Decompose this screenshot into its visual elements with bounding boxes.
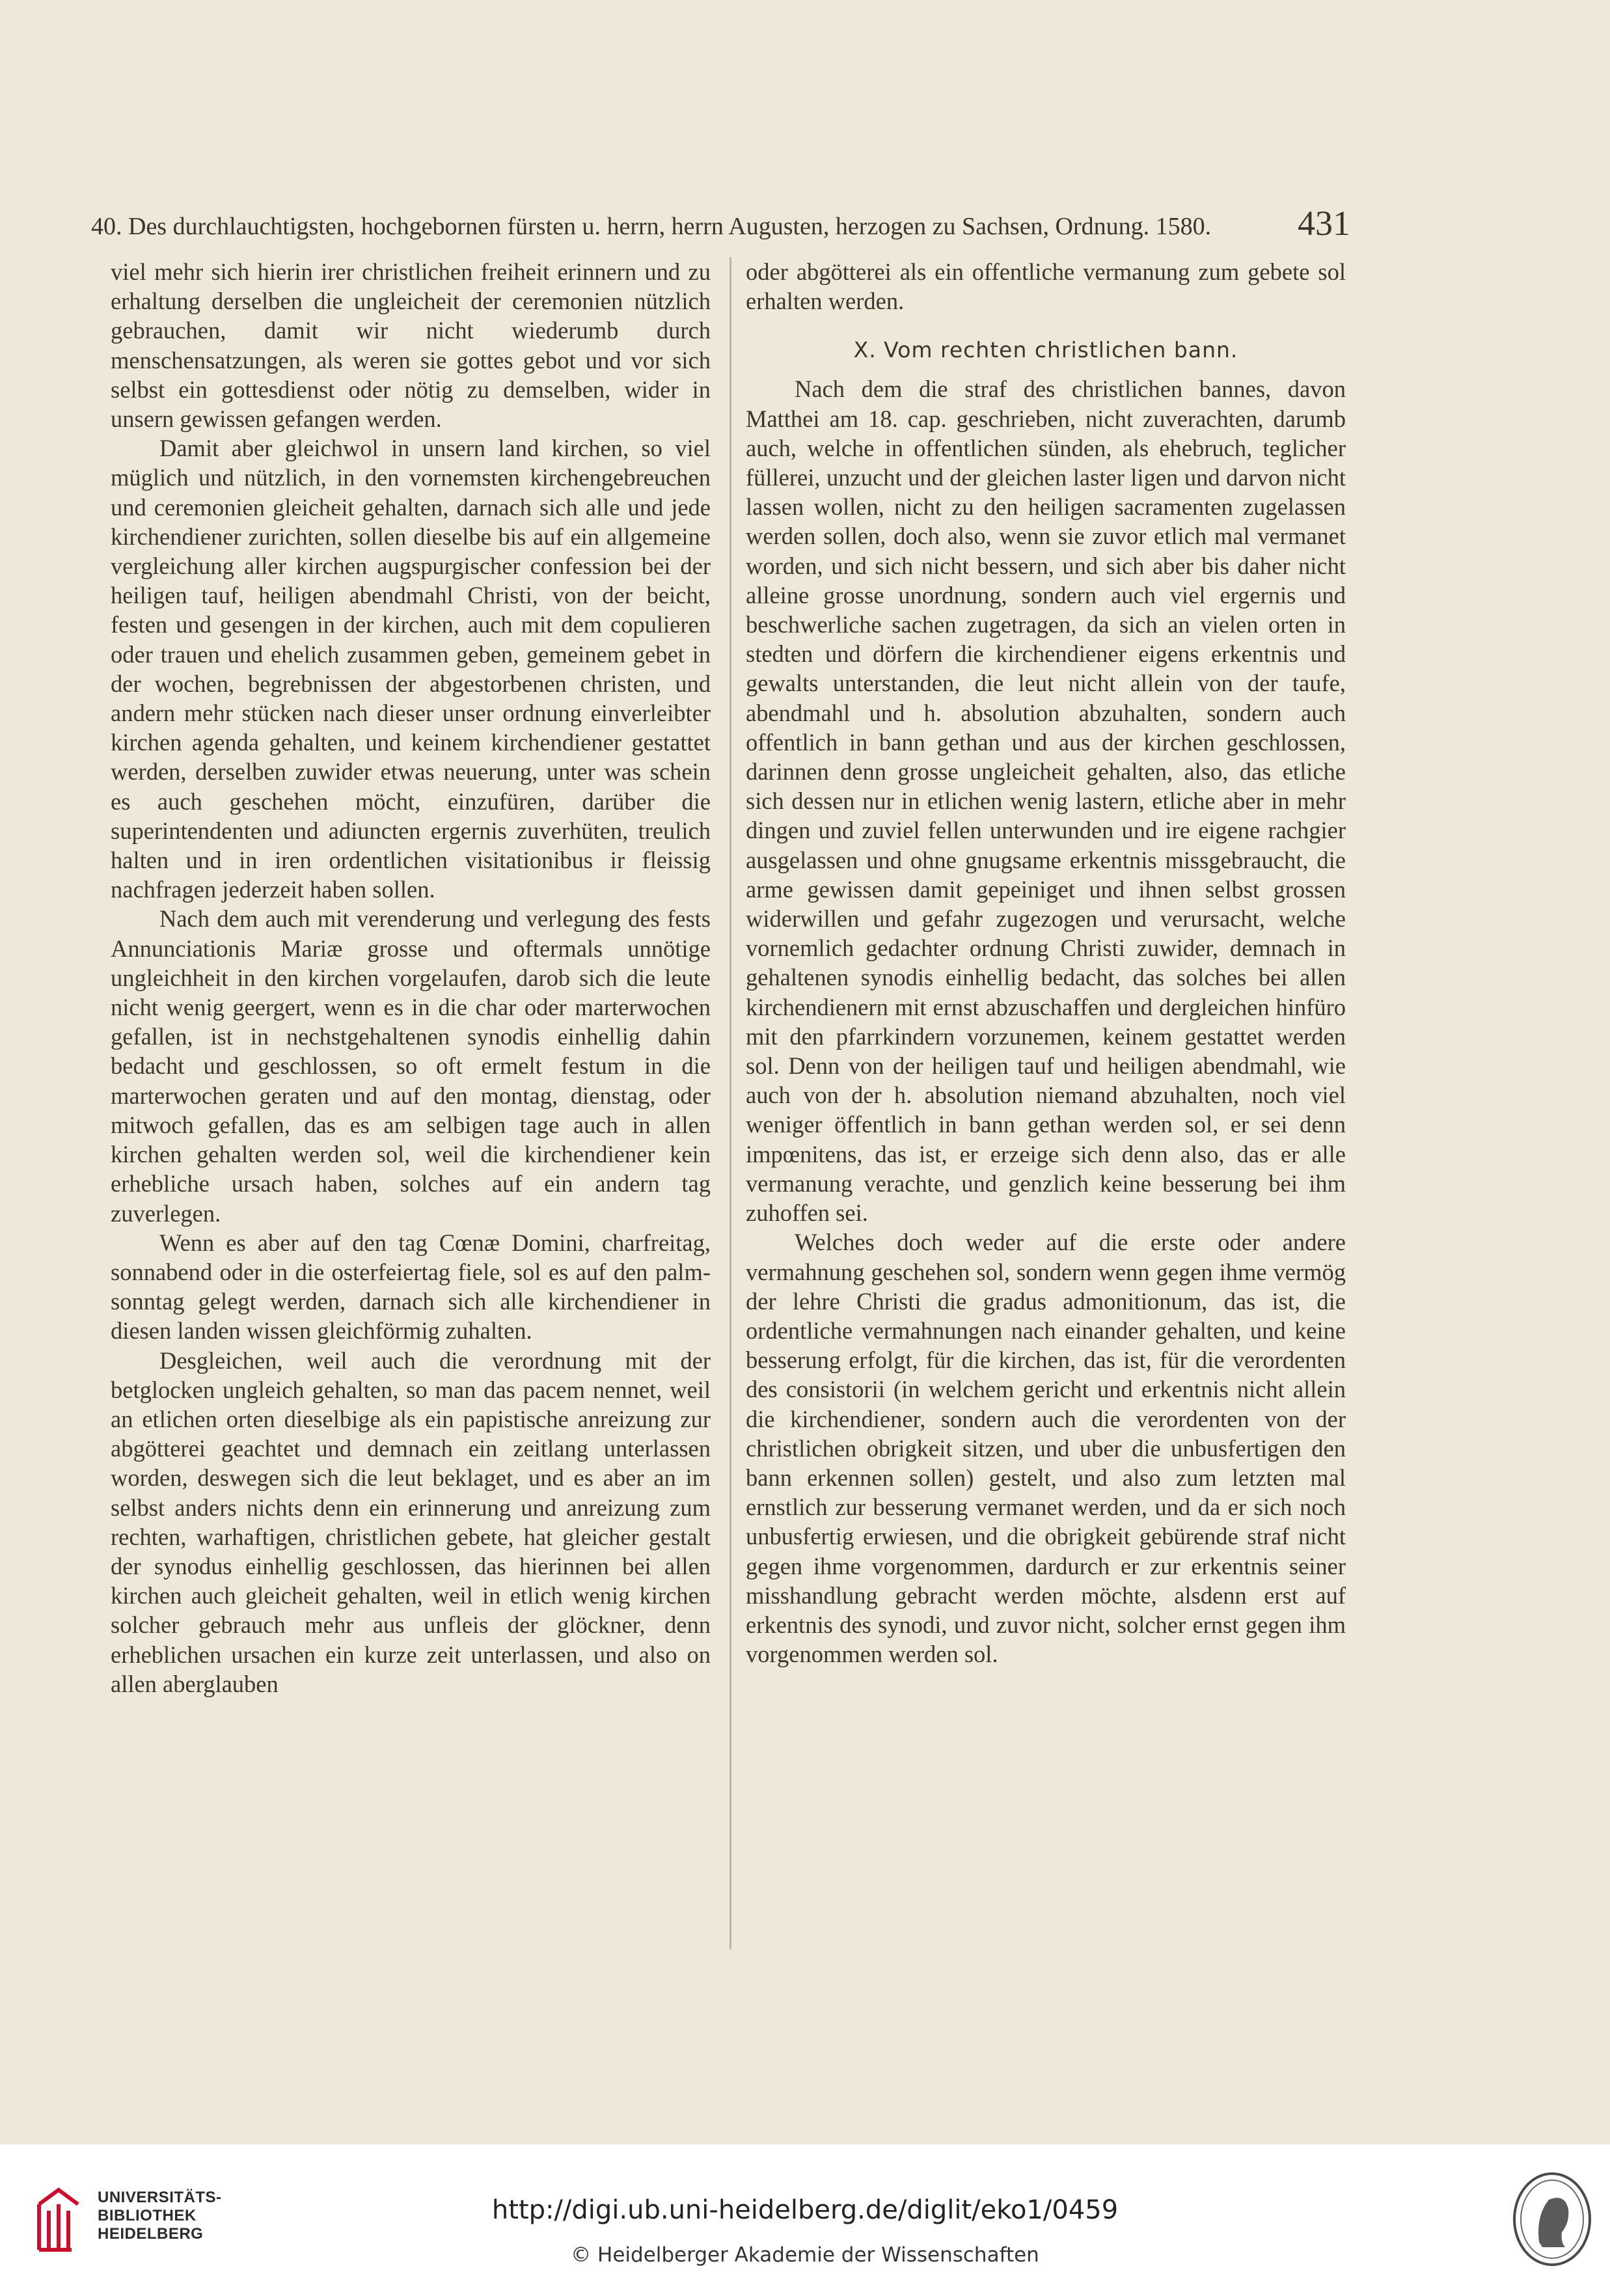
- library-line: UNIVERSITÄTS-: [98, 2189, 222, 2206]
- library-line: HEIDELBERG: [98, 2225, 204, 2243]
- viewer-footer: [0, 2144, 1610, 2296]
- column-divider: [730, 257, 731, 1949]
- running-header: [91, 189, 1350, 241]
- paragraph: Desgleichen, weil auch die verordnung mit der betglocken ungleich gehalten, so man das pacem nennet, weil an etlichen orten dieselbige als ein papistische anreizung zur abgötterei geachtet und demnach ein zeitlang unterlassen worden, deswegen sich die leut beklaget, und es aber an im selbst anders nichts denn ein erinnerung und anreizung zum rechten, warhaftigen, christlichen gebete, hat gleicher gestalt der synodus einhellig geschlossen, das hierinnen bei allen kirchen auch gleicheit gehalten, weil in etlich wenig kirchen solcher gebrauch mehr aus unfleis der glöckner, denn erheblichen ursachen ein kurze zeit unterlassen, und also on allen aberglauben: [111, 1346, 711, 1697]
- paragraph: oder abgötterei als ein offentliche vermanung zum gebete sol erhalten werden.: [746, 258, 1346, 315]
- running-title: 40. Des durchlauchtigsten, hochgebornen fürsten u. herrn, herrn Augusten, herzogen zu Sachsen, Ordnung. 1580.: [91, 213, 1212, 240]
- left-column: [111, 257, 711, 1699]
- paragraph: Damit aber gleichwol in unsern land kirchen, so viel müglich und nützlich, in den vornemsten kirchengebreuchen und ceremonien gleicheit gehalten, darnach sich alle und jede kirchendiener zurichten, sollen dieselbe bis auf ein allgemeine vergleichung aller kirchen augspurgischer confession bei der heiligen tauf, heiligen abendmahl Christi, von der beicht, festen und gesengen in der kirchen, auch mit dem copulieren oder trauen und ehelich zusammen geben, gemeinem gebet in der wochen, begrebnissen der abgestorbenen christen, und andern mehr stücken nach dieser unser ordnung einverleibter kirchen agenda gehalten, und keinem kirchendiener gestattet werden, derselben zuwider etwas neuerung, unter was schein es auch geschehen möcht, einzufüren, darüber die superintendenten und adiuncten ergernis zuverhüten, treulich halten und in iren ordentlichen visitationibus ir fleissig nachfragen jederzeit haben sollen.: [111, 435, 711, 903]
- section-heading: X. Vom rechten christlichen bann.: [853, 337, 1238, 363]
- permalink-url[interactable]: http://digi.ub.uni-heidelberg.de/diglit/eko1/0459: [491, 2195, 1119, 2225]
- paragraph: Nach dem auch mit verenderung und verlegung des fests Annunciationis Mariæ grosse und oftermals unnötige ungleichheit in den kirchen vorgelaufen, darob sich die leute nicht wenig geergert, wenn es in die char oder marterwochen gefallen, ist in nechstgehaltenen synodis einhellig dahin bedacht und geschlossen, so oft ermelt festum in die marterwochen geraten und auf den montag, dienstag, oder mitwoch gefallen, das es am selbigen tage auch in allen kirchen gehalten werden sol, weil die kirchendiener kein erhebliche ursach haben, solches auf ein andern tag zuverlegen.: [111, 905, 711, 1227]
- right-column: [746, 257, 1346, 1669]
- paragraph: viel mehr sich hierin irer christlichen freiheit erinnern und zu erhaltung derselben die ungleicheit der ceremonien nützlich gebrauchen, damit wir nicht wiederumb durch menschensatzungen, als weren sie gottes gebot und vor sich selbst ein gottesdienst oder nötig zu demselben, wider in unsern gewissen gefangen werden.: [111, 258, 711, 433]
- academy-seal-icon: [1510, 2170, 1594, 2268]
- page-number: 431: [1298, 204, 1350, 243]
- library-line: BIBLIOTHEK: [98, 2207, 197, 2224]
- paragraph: Welches doch weder auf die erste oder andere vermahnung geschehen sol, sondern wenn gegen ihme vermög der lehre Christi die gradus admonitionum, das ist, die ordentliche vermahnungen nach einander gehalten, und keine besserung erfolgt, für die kirchen, das ist, für die verordenten des consistorii (in welchem gericht und erkentnis nicht allein die kirchendiener, sondern auch die verordenten von der christlichen obrigkeit sitzen, und uber die unbusfertigen den bann erkennen sollen) gestelt, und also zum letzten mal ernstlich zur besserung vermanet werden, und da er sich noch unbusfertig erwiesen, und die obrigkeit gebürende straf nicht gegen ihme vorgenommen, dardurch er zur erkentnis seiner misshandlung gebracht werden möchte, alsdenn erst auf erkentnis des synodi, und zuvor nicht, solcher ernst gegen ihm vorgenommen werden sol.: [746, 1229, 1346, 1668]
- paragraph: Wenn es aber auf den tag Cœnæ Domini, charfreitag, sonnabend oder in die osterfeiertag fiele, sol es auf den palm-sonntag gelegt werden, darnach sich alle kirchendiener in diesen landen wissen gleichförmig zuhalten.: [111, 1229, 711, 1345]
- paragraph: Nach dem die straf des christlichen bannes, davon Matthei am 18. cap. geschrieben, nicht zuverachten, darumb auch, welche in offentlichen sünden, als ehebruch, teglicher füllerei, unzucht und der gleichen laster ligen und darvon nicht lassen wollen, nicht zu den heiligen sacramenten zugelassen werden sollen, doch also, wenn sie zuvor etlich mal vermanet worden, und sich nicht bessern, und sich aber bis daher nicht alleine grosse unordnung, sondern auch viel ergernis und beschwerliche sachen zugetragen, da sich an vielen orten in stedten und dörfern die kirchendiener eigens erkentnis und gewalts unterstanden, die leut nicht allein von der taufe, abendmahl und h. absolution abzuhalten, sondern auch offentlich in bann gethan und aus der kirchen geschlossen, darinnen denn grosse ungleicheit gehalten, also, das etliche sich dessen nur in etlichen wenig lastern, etliche aber in mehr dingen und zuviel fellen unterwunden und ire eigene rachgier ausgelassen und ohne gnugsame erkentnis missgebraucht, die arme gewissen damit gepeiniget und ihnen selbst grossen widerwillen und gefahr zugezogen und verursacht, welche vornemlich gedachter ordnung Christi zuwider, demnach in gehaltenen synodis einhellig bedacht, das solches bei allen kirchendienern mit ernst abzuschaffen und dergleichen hinfüro mit den pfarrkindern vorzunemen, keinem gestattet werden sol. Denn von der heiligen tauf und heiligen abendmahl, wie auch von der h. absolution niemand abzuhalten, noch viel weniger öffentlich in bann gethan werden sol, er sei denn impœnitens, das ist, er erzeige sich denn also, das er alle vermanung verachte, und genzlich keine besserung bei ihm zuhoffen sei.: [746, 376, 1346, 1227]
- copyright-notice: © Heidelberger Akademie der Wissenschaften: [571, 2243, 1039, 2267]
